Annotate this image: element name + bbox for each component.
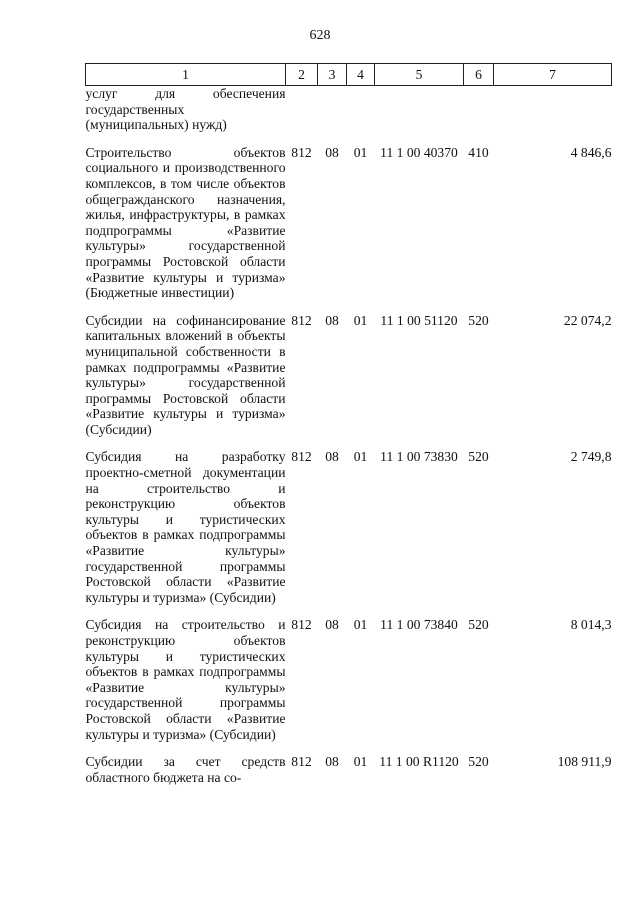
header-col-2: 2	[286, 64, 318, 86]
continuation-row	[86, 86, 612, 145]
table-row	[86, 313, 612, 450]
row-description: Субсидия на строительство и реконструкцию объектов культуры и туристических объектов в рамках подпрограммы «Развитие культуры» государственной программы Ростовской области «Развитие культуры и туризма» (Субсидии)	[85, 617, 286, 742]
table-row	[86, 754, 612, 797]
page-number: 628	[309, 28, 331, 43]
row-amount: 4 846,6	[570, 144, 612, 160]
table-body	[86, 86, 612, 798]
row-description: Субсидии за счет средств областного бюджета на со-	[85, 754, 286, 785]
table-row	[86, 617, 612, 754]
row-ministry: 812	[291, 449, 312, 465]
row-subsection: 01	[353, 617, 368, 633]
row-ministry: 812	[291, 617, 312, 633]
header-col-1: 1	[86, 64, 286, 86]
row-expense-type: 520	[468, 449, 489, 465]
row-ministry: 812	[291, 144, 312, 160]
table-row	[86, 449, 612, 617]
header-col-5: 5	[375, 64, 464, 86]
row-amount: 8 014,3	[570, 617, 612, 633]
table-row	[86, 145, 612, 313]
row-section: 08	[325, 144, 339, 160]
row-expense-type: 520	[468, 312, 489, 328]
table-header	[86, 64, 612, 86]
row-description: Субсидия на разработку проектно-сметной документации на строительство и реконструкцию объектов культуры и туристических объектов в рамках подпрограммы «Развитие культуры» государственной программы Ростовской области «Развитие культуры и туризма» (Субсидии)	[85, 449, 286, 605]
row-amount: 108 911,9	[557, 754, 612, 770]
row-amount: 22 074,2	[563, 312, 612, 328]
budget-table	[85, 63, 612, 797]
row-subsection: 01	[353, 449, 368, 465]
row-section: 08	[325, 617, 339, 633]
header-col-3: 3	[318, 64, 347, 86]
row-description: Строительство объектов социального и производственного комплексов, в том числе объектов общегражданского назначения, жилья, инфраструктуры, в рамках подпрограммы «Развитие культуры» государственной программы Ростовской области «Развитие культуры и туризма» (Бюджетные инвестиции)	[85, 144, 286, 301]
row-section: 08	[325, 312, 339, 328]
row-ministry: 812	[291, 754, 312, 770]
row-ministry: 812	[291, 312, 312, 328]
row-subsection: 01	[353, 144, 368, 160]
row-expense-type: 410	[468, 144, 489, 160]
continuation-text: услуг для обеспечения государственных (муниципальных) нужд)	[85, 86, 286, 133]
row-subsection: 01	[353, 312, 368, 328]
row-expense-type: 520	[468, 617, 489, 633]
row-description: Субсидии на софинансирование капитальных вложений в объекты муниципальной собственности в рамках подпрограммы «Развитие культуры» государственной программы Ростовской области «Развитие культуры и туризма» (Субсидии)	[85, 312, 286, 437]
header-col-6: 6	[464, 64, 494, 86]
row-section: 08	[325, 754, 339, 770]
row-expense-type: 520	[468, 754, 489, 770]
header-col-7: 7	[494, 64, 612, 86]
row-target-article: 11 1 00 73840	[380, 617, 458, 633]
row-subsection: 01	[353, 754, 368, 770]
header-row	[86, 64, 612, 86]
row-target-article: 11 1 00 73830	[380, 449, 458, 465]
row-target-article: 11 1 00 51120	[380, 312, 458, 328]
row-amount: 2 749,8	[570, 449, 612, 465]
header-col-4: 4	[347, 64, 375, 86]
row-target-article: 11 1 00 R1120	[379, 754, 459, 770]
row-target-article: 11 1 00 40370	[380, 144, 458, 160]
row-section: 08	[325, 449, 339, 465]
